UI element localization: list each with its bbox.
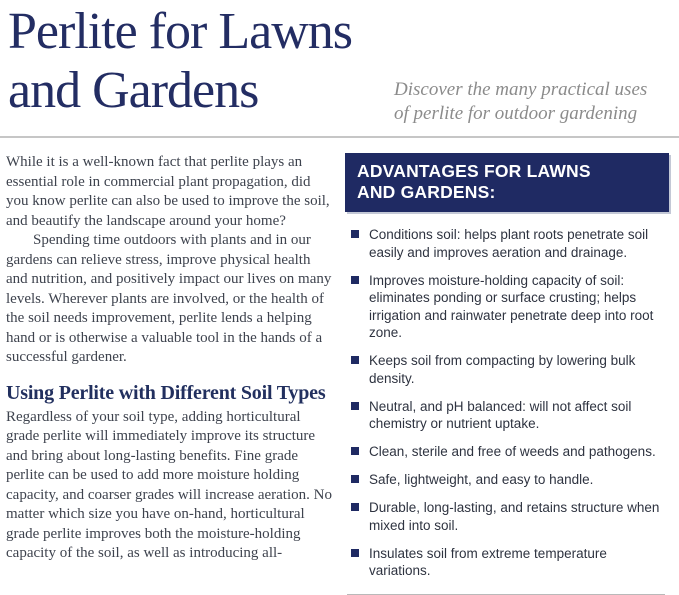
square-bullet-icon	[351, 402, 359, 410]
sidebar-bottom-divider	[347, 594, 665, 595]
square-bullet-icon	[351, 503, 359, 511]
advantage-text: Durable, long-lasting, and retains structure when mixed into soil.	[369, 500, 660, 533]
advantage-text: Conditions soil: helps plant roots penetrate soil easily and improves aeration and drainage.	[369, 227, 649, 260]
square-bullet-icon	[351, 549, 359, 557]
advantages-header	[345, 153, 669, 212]
article-column	[0, 153, 341, 595]
section-paragraph: Regardless of your soil type, adding horticultural grade perlite will immediately improve its structure and bring about long-lasting benefits. Fine grade perlite can be used to add more moisture holding capacity, and coarser grades will increase aeration. No matter which size you have on-hand, horticultural grade perlite improves both the moisture-holding capacity of the soil, as well as introducing all-	[6, 408, 332, 561]
advantage-item	[351, 443, 669, 461]
square-bullet-icon	[351, 447, 359, 455]
advantage-item	[351, 352, 669, 387]
advantage-text: Keeps soil from compacting by lowering bulk density.	[369, 353, 636, 386]
tagline-line-2: of perlite for outdoor gardening	[394, 103, 638, 124]
advantage-item	[351, 272, 669, 342]
advantage-text: Neutral, and pH balanced: will not affect soil chemistry or nutrient uptake.	[369, 398, 632, 431]
advantage-item	[351, 398, 669, 433]
advantage-item	[351, 226, 669, 261]
advantages-sidebar	[341, 153, 669, 595]
page-title-line-2: and Gardens	[8, 62, 259, 119]
content-columns	[0, 138, 679, 595]
advantages-list	[345, 226, 669, 580]
advantage-text: Clean, sterile and free of weeds and pathogens.	[369, 444, 656, 459]
intro-paragraph: While it is a well-known fact that perlite plays an essential role in commercial plant propagation, did you know perlite can also be used to improve the soil, and beautify the landscape around your home?	[6, 154, 330, 229]
tagline-line-1: Discover the many practical uses	[394, 79, 648, 100]
advantages-header-line-1: ADVANTAGES FOR LAWNS	[357, 161, 591, 181]
square-bullet-icon	[351, 356, 359, 364]
second-paragraph: Spending time outdoors with plants and in our gardens can relieve stress, improve physical health and nutrition, and positively impact our lives on many levels. Wherever plants are involved, or the health of the soil needs improvement, perlite lends a helping hand or is otherwise a valuable tool in the hands of a successful gardener.	[6, 232, 332, 365]
advantage-text: Safe, lightweight, and easy to handle.	[369, 472, 594, 487]
advantages-header-line-2: AND GARDENS:	[357, 182, 496, 202]
advantage-text: Improves moisture-holding capacity of soil: eliminates ponding or surface crusting; helps irrigation and rainwater penetrate deep into root zone.	[369, 272, 654, 340]
tagline	[394, 78, 647, 126]
section-heading: Using Perlite with Different Soil Types	[6, 381, 326, 404]
square-bullet-icon	[351, 475, 359, 483]
advantage-text: Insulates soil from extreme temperature variations.	[369, 545, 607, 578]
page-title-line-1: Perlite for Lawns	[8, 3, 353, 60]
advantage-item	[351, 471, 669, 489]
masthead	[0, 0, 679, 138]
advantage-item	[351, 545, 669, 580]
square-bullet-icon	[351, 276, 359, 284]
square-bullet-icon	[351, 230, 359, 238]
advantage-item	[351, 499, 669, 534]
